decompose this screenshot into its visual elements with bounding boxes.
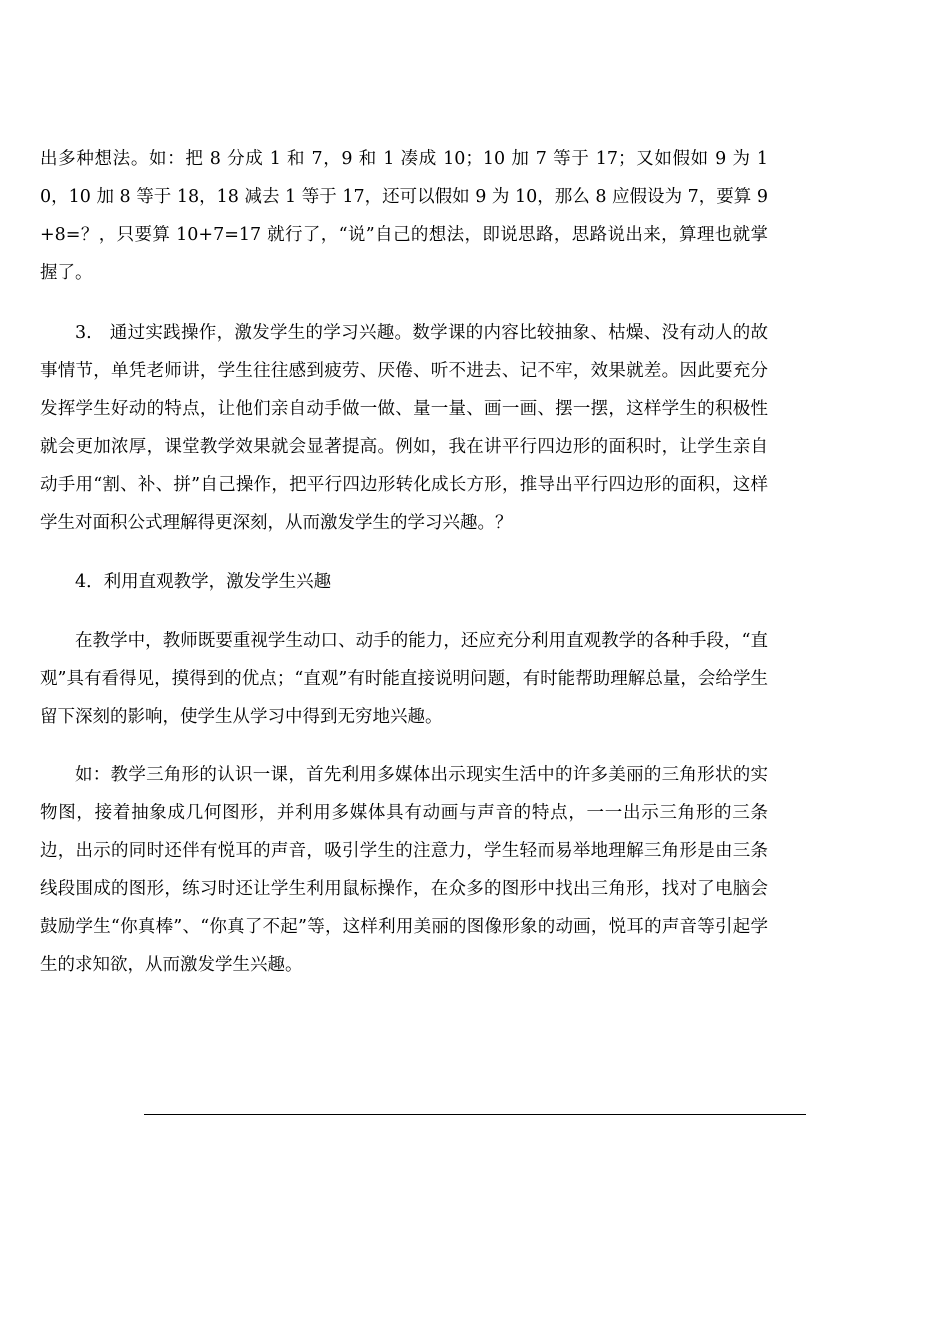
paragraph-intuitive-teaching: 在教学中，教师既要重视学生动口、动手的能力，还应充分利用直观教学的各种手段，“直观”具有看得见，摸得到的优点；“直观”有时能直接说明问题，有时能帮助理解总量，会给学生留下深刻的影响，使学生从学习中得到无穷地兴趣。 — [40, 631, 768, 727]
section-heading-item-4: 4．利用直观教学，激发学生兴趣 — [75, 572, 332, 592]
paragraph-continuation: 出多种想法。如：把 8 分成 1 和 7，9 和 1 凑成 10；10 加 7 等于 17；又如假如 9 为 10，10 加 8 等于 18，18 减去 1 等于 17，还可以假如 9 为 10，那么 8 应假设为 7，要算 9+8=？，只要算 10+7=17 就行了，“说”自己的想法，即说思路，思路说出来，算理也就掌握了。 — [40, 149, 768, 283]
footer-divider-line — [144, 1114, 806, 1115]
paragraph-item-3: 3. 通过实践操作，激发学生的学习兴趣。数学课的内容比较抽象、枯燥、没有动人的故事情节，单凭老师讲，学生往往感到疲劳、厌倦、听不进去、记不牢，效果就差。因此要充分发挥学生好动的特点，让他们亲自动手做一做、量一量、画一画、摆一摆，这样学生的积极性就会更加浓厚，课堂教学效果就会显著提高。例如，我在讲平行四边形的面积时，让学生亲自动手用“割、补、拼”自己操作，把平行四边形转化成长方形，推导出平行四边形的面积，这样学生对面积公式理解得更深刻，从而激发学生的学习兴趣。？ — [40, 323, 768, 533]
paragraph-triangle-example: 如：教学三角形的认识一课，首先利用多媒体出示现实生活中的许多美丽的三角形状的实物图，接着抽象成几何图形，并利用多媒体具有动画与声音的特点，一一出示三角形的三条边，出示的同时还伴有悦耳的声音，吸引学生的注意力，学生轻而易举地理解三角形是由三条线段围成的图形，练习时还让学生利用鼠标操作，在众多的图形中找出三角形，找对了电脑会鼓励学生“你真棒”、“你真了不起”等，这样利用美丽的图像形象的动画，悦耳的声音等引起学生的求知欲，从而激发学生兴趣。 — [40, 765, 768, 975]
document-body — [40, 140, 768, 984]
